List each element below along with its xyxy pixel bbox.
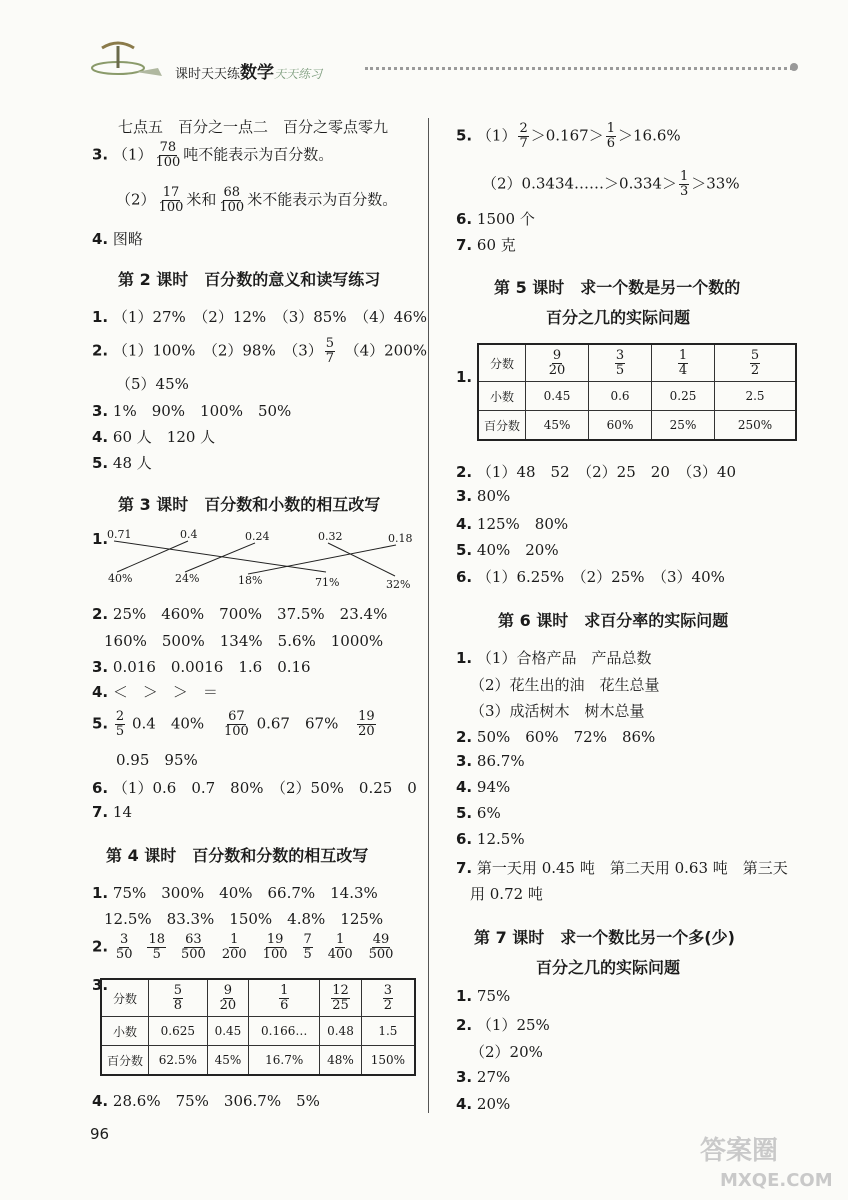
section-7-title-1: 第 7 课时 求一个数比另一个多(少) — [474, 928, 735, 947]
s5-table-cell: 2.5 — [715, 382, 796, 411]
r-q5b-numerator: 1 — [679, 169, 689, 184]
s7-q1 — [456, 987, 510, 1005]
s6-q5-text: 6% — [476, 804, 501, 822]
s5-q1-label: 1. — [456, 368, 473, 386]
s4-conversion-table — [100, 978, 416, 1076]
s6-q3-text: 86.7% — [476, 752, 525, 770]
s7-q3 — [456, 1068, 510, 1086]
r-q5a-fraction-1 — [518, 122, 528, 151]
s4-q2-fraction-6-denominator: 5 — [303, 947, 312, 962]
s7-q1-text: 75% — [476, 987, 511, 1005]
s6-q1-text-c: （3）成活树木 树木总量 — [470, 702, 645, 720]
s2-q3-label: 3. — [92, 402, 109, 420]
s3-q6-label: 6. — [92, 779, 109, 797]
match-top-3: 0.24 — [245, 530, 270, 543]
s3-q3-text: 0.016 0.0016 1.6 0.16 — [112, 658, 311, 676]
s4-table-fraction-4-denominator: 25 — [332, 997, 349, 1013]
s5-q3-label: 3. — [456, 487, 473, 505]
r-q5-label: 5. — [456, 126, 473, 145]
s5-table-cell — [526, 344, 589, 382]
s6-q5 — [456, 804, 501, 822]
s4-q2-fraction-8 — [368, 933, 395, 962]
section-7-title-2: 百分之几的实际问题 — [536, 958, 681, 977]
s4-table-cell — [249, 979, 320, 1017]
s5-table-cell — [715, 344, 796, 382]
s3-q3-label: 3. — [92, 658, 109, 676]
s7-q2-label: 2. — [456, 1016, 473, 1034]
s5-table-fraction-1-numerator: 9 — [552, 347, 562, 363]
s6-q7 — [456, 857, 788, 878]
s5-table-fraction-1-denominator: 20 — [548, 362, 566, 378]
s4-table-cell: 45% — [207, 1046, 249, 1076]
s5-table-fraction-4-numerator: 5 — [750, 347, 760, 363]
s3-q7-text: 14 — [112, 803, 133, 821]
s3-q2 — [92, 603, 387, 624]
s5-table-cell — [651, 344, 714, 382]
s2-q1 — [92, 306, 427, 327]
q4-label: 4. — [92, 230, 109, 248]
s5-q3-text: 80% — [476, 487, 511, 505]
s3-q2-label: 2. — [92, 605, 109, 623]
s5-table-row — [478, 344, 796, 382]
s4-table-cell — [320, 979, 362, 1017]
r-q7 — [456, 234, 516, 255]
s5-conversion-table — [477, 343, 797, 441]
q3a-numerator: 78 — [159, 140, 177, 155]
header-brand-prefix: 课时天天练 — [175, 67, 241, 82]
r-q5a-denominator-2: 6 — [606, 136, 615, 151]
match-top-2: 0.4 — [180, 528, 198, 541]
s2-q5 — [92, 452, 152, 473]
s3-matching-diagram — [100, 528, 420, 592]
s5-q3 — [456, 487, 510, 505]
header-dot — [790, 63, 798, 71]
s5-table-row-label: 百分数 — [478, 411, 526, 441]
s5-q2 — [456, 461, 736, 482]
match-bottom-2: 24% — [175, 572, 200, 585]
s5-table-fraction-2-numerator: 3 — [615, 347, 625, 363]
r-q5b — [482, 170, 740, 199]
match-bottom-3: 18% — [238, 574, 263, 587]
r-q5a-suffix: ＞16.6% — [617, 126, 681, 145]
s5-q4 — [456, 513, 568, 534]
s2-q2-label: 2. — [92, 341, 109, 360]
s4-q2-fraction-4-numerator: 1 — [230, 932, 239, 947]
s4-q2-fraction-8-denominator: 500 — [368, 947, 394, 962]
section-4-title: 第 4 课时 百分数和分数的相互改写 — [106, 846, 369, 865]
s4-q2-fraction-6-numerator: 7 — [303, 932, 312, 947]
s3-q5-label: 5. — [92, 714, 109, 733]
s7-q3-label: 3. — [456, 1068, 473, 1086]
s4-q2-fraction-3 — [180, 933, 207, 962]
section-5-title-1: 第 5 课时 求一个数是另一个数的 — [494, 278, 741, 297]
s5-table-fraction-4-denominator: 2 — [750, 362, 760, 378]
s5-table-cell — [589, 344, 652, 382]
s3-q5-fraction-3 — [357, 710, 376, 739]
s6-q7-label: 7. — [456, 859, 473, 877]
s4-q2-fraction-2-denominator: 5 — [152, 947, 161, 962]
header-logo-icon — [88, 38, 166, 82]
left-top-line: 七点五 百分之一点二 百分之零点零九 — [118, 118, 389, 136]
s3-q5-mid-2: 0.67 67% — [256, 714, 339, 733]
q3a-prefix: （1） — [112, 145, 153, 164]
q3-label: 3. — [92, 145, 109, 164]
s5-table-row-label: 小数 — [478, 382, 526, 411]
s4-q2-fraction-4-denominator: 200 — [221, 947, 247, 962]
s3-q5-cont: 0.95 95% — [116, 751, 198, 769]
s4-q2-fraction-1-numerator: 3 — [120, 932, 129, 947]
s4-table-fraction-1-numerator: 5 — [173, 982, 182, 998]
s5-table-cell: 0.25 — [651, 382, 714, 411]
column-divider — [428, 118, 429, 1113]
s4-q4-label: 4. — [92, 1092, 109, 1110]
s5-q5-text: 40% 20% — [476, 541, 559, 559]
s7-q4-text: 20% — [476, 1095, 511, 1113]
q3b-numerator-2: 68 — [223, 185, 241, 200]
s5-table-cell: 60% — [589, 411, 652, 441]
match-top-5: 0.18 — [388, 532, 413, 545]
s4-q1-label: 1. — [92, 884, 109, 902]
s2-q2-text-a: （1）100% （2）98% （3） — [112, 341, 323, 360]
s7-q4 — [456, 1095, 510, 1113]
s3-q5-denominator-1: 5 — [115, 724, 125, 739]
s3-q5-fraction-1 — [115, 710, 125, 739]
s2-q2-text-b: （4）200% — [337, 341, 427, 360]
s3-q5-fraction-2 — [223, 710, 250, 739]
s5-q6 — [456, 566, 725, 587]
r-q5a-numerator-1: 2 — [519, 121, 528, 136]
s6-q3-label: 3. — [456, 752, 473, 770]
s3-q5 — [92, 710, 378, 739]
s4-table-cell — [361, 979, 415, 1017]
section-6-title: 第 6 课时 求百分率的实际问题 — [498, 611, 729, 630]
s5-table-row — [478, 411, 796, 441]
s5-q5-label: 5. — [456, 541, 473, 559]
s2-q2-numerator: 5 — [325, 336, 335, 351]
match-line-2 — [117, 541, 188, 572]
s5-table-cell: 250% — [715, 411, 796, 441]
s4-table-row — [101, 1046, 415, 1076]
s3-q5-numerator-2: 67 — [228, 709, 245, 724]
s6-q4 — [456, 778, 510, 796]
r-q6-text: 1500 个 — [476, 210, 535, 228]
match-bottom-4: 71% — [315, 576, 340, 589]
s4-q2-label: 2. — [92, 937, 109, 956]
s5-table-cell: 0.6 — [589, 382, 652, 411]
s5-table-fraction-2-denominator: 5 — [615, 362, 625, 378]
s4-q2-fraction-4 — [221, 933, 248, 962]
s2-q2-fraction — [325, 337, 335, 366]
r-q5b-fraction — [679, 170, 689, 199]
s5-table-fraction-3-numerator: 1 — [678, 347, 688, 363]
s3-q1-label: 1. — [92, 530, 109, 548]
s4-table-row — [101, 1017, 415, 1046]
s4-table-cell: 0.48 — [320, 1017, 362, 1046]
s4-q2-fraction-2 — [147, 933, 166, 962]
s4-q2-fractions — [113, 932, 407, 962]
s7-q1-label: 1. — [456, 987, 473, 1005]
s4-q2-fraction-7-denominator: 400 — [327, 947, 353, 962]
s4-q4 — [92, 1090, 320, 1111]
q3b-prefix: （2） — [116, 190, 156, 209]
s6-q4-text: 94% — [476, 778, 511, 796]
q3b-denominator-1: 100 — [158, 200, 184, 215]
s7-q2-text-a: （1）25% — [476, 1016, 550, 1034]
s6-q5-label: 5. — [456, 804, 473, 822]
s5-table-cell: 0.45 — [526, 382, 589, 411]
s5-table-row-label: 分数 — [478, 344, 526, 382]
q3b-suffix: 米不能表示为百分数。 — [247, 190, 398, 209]
s5-q2-label: 2. — [456, 463, 473, 481]
q3b-numerator-1: 17 — [162, 185, 180, 200]
s2-q4-text: 60 人 120 人 — [112, 428, 216, 446]
r-q5a-middle: ＞0.167＞ — [530, 126, 604, 145]
s6-q1-label: 1. — [456, 649, 473, 667]
s4-q3-label: 3. — [92, 976, 109, 994]
s5-table-fraction-3 — [678, 349, 688, 378]
s5-q4-text: 125% 80% — [476, 515, 569, 533]
s7-q3-text: 27% — [476, 1068, 511, 1086]
s3-q6-text: （1）0.6 0.7 80% （2）50% 0.25 0 — [112, 779, 417, 797]
s4-table-cell — [207, 979, 249, 1017]
s4-table-cell: 0.625 — [149, 1017, 208, 1046]
s2-q2-cont: （5）45% — [116, 375, 189, 393]
s5-table-fraction-3-denominator: 4 — [678, 362, 688, 378]
match-top-4: 0.32 — [318, 530, 343, 543]
s4-q2-fraction-5-denominator: 100 — [262, 947, 288, 962]
r-q5b-suffix: ＞33% — [691, 174, 740, 193]
s5-q1 — [456, 368, 472, 386]
s6-q7-text-a: 第一天用 0.45 吨 第二天用 0.63 吨 第三天 — [476, 859, 788, 877]
s4-table-cell: 16.7% — [249, 1046, 320, 1076]
s4-table-fraction-3-denominator: 6 — [280, 997, 289, 1013]
s6-q6 — [456, 830, 525, 848]
s5-q5 — [456, 539, 559, 560]
s6-q2 — [456, 726, 655, 747]
r-q5a-denominator-1: 7 — [519, 136, 528, 151]
s4-table-fraction-2-denominator: 20 — [219, 997, 237, 1013]
section-2-title: 第 2 课时 百分数的意义和读写练习 — [118, 270, 381, 289]
s4-q1 — [92, 882, 378, 903]
s2-q4-label: 4. — [92, 428, 109, 446]
s3-q5-numerator-3: 19 — [358, 709, 375, 724]
s4-q2-fraction-1 — [115, 933, 134, 962]
s4-table-row-label: 小数 — [101, 1017, 149, 1046]
s3-q7 — [92, 803, 132, 821]
s6-q1-text-a: （1）合格产品 产品总数 — [476, 649, 652, 667]
s3-q4-label: 4. — [92, 683, 109, 701]
s3-q5-denominator-3: 20 — [358, 724, 375, 739]
q3b-fraction-1 — [158, 186, 185, 215]
watermark-logo: 答案圈 — [700, 1136, 779, 1166]
q3a-denominator: 100 — [155, 155, 181, 170]
s4-table-fraction-1 — [173, 984, 183, 1013]
s3-q4-text: ＜ ＞ ＞ ＝ — [112, 683, 218, 701]
s5-q4-label: 4. — [456, 515, 473, 533]
s2-q4 — [92, 426, 215, 447]
s4-q1-text-a: 75% 300% 40% 66.7% 14.3% — [112, 884, 378, 902]
s6-q2-text: 50% 60% 72% 86% — [476, 728, 656, 746]
s5-table-cell: 45% — [526, 411, 589, 441]
s4-table-cell — [149, 979, 208, 1017]
s4-table-fraction-3 — [279, 984, 289, 1013]
match-bottom-5: 32% — [386, 578, 411, 591]
s4-q4-text: 28.6% 75% 306.7% 5% — [112, 1092, 320, 1110]
s2-q1-label: 1. — [92, 308, 109, 326]
match-line-3 — [185, 543, 255, 572]
s6-q4-label: 4. — [456, 778, 473, 796]
match-line-1 — [114, 541, 326, 572]
s4-table-fraction-5 — [383, 984, 393, 1013]
s4-table-cell: 150% — [361, 1046, 415, 1076]
s7-q2 — [456, 1014, 550, 1035]
q3b-denominator-2: 100 — [219, 200, 245, 215]
s5-table-fraction-2 — [615, 349, 625, 378]
s3-q5-denominator-2: 100 — [223, 724, 249, 739]
s4-q2-fraction-6 — [303, 933, 313, 962]
s4-q2-fraction-5-numerator: 19 — [266, 932, 284, 947]
s5-table-fraction-1 — [548, 349, 567, 378]
header-brand-subject: 数学 — [240, 63, 275, 83]
s5-q6-text: （1）6.25% （2）25% （3）40% — [476, 568, 725, 586]
r-q5a — [456, 122, 681, 151]
s4-table-row-label: 分数 — [101, 979, 149, 1017]
s4-table-cell: 0.166… — [249, 1017, 320, 1046]
page-number: 96 — [90, 1125, 110, 1143]
r-q5a-fraction-2 — [606, 122, 616, 151]
s4-table-fraction-4 — [331, 984, 350, 1013]
header-dotted-rule — [365, 67, 793, 70]
s2-q1-text: （1）27% （2）12% （3）85% （4）46% — [112, 308, 427, 326]
s4-table-fraction-1-denominator: 8 — [173, 997, 182, 1013]
s3-q3 — [92, 656, 311, 677]
q3-answer — [92, 141, 333, 170]
s4-q2-fraction-2-numerator: 18 — [148, 932, 166, 947]
s6-q6-label: 6. — [456, 830, 473, 848]
s2-q3-text: 1% 90% 100% 50% — [112, 402, 292, 420]
s4-q2-fraction-7-numerator: 1 — [336, 932, 345, 947]
s4-q2-fraction-7 — [327, 933, 354, 962]
q3a-fraction — [154, 141, 181, 170]
r-q5a-prefix: （1） — [476, 126, 517, 145]
s4-table-cell: 1.5 — [361, 1017, 415, 1046]
s3-q7-label: 7. — [92, 803, 109, 821]
s7-q4-label: 4. — [456, 1095, 473, 1113]
s4-table-cell: 48% — [320, 1046, 362, 1076]
s2-q2 — [92, 337, 427, 366]
s3-q5-mid-1: 0.4 40% — [131, 714, 205, 733]
s4-q2 — [92, 933, 406, 962]
r-q6 — [456, 208, 535, 229]
s4-table-fraction-5-denominator: 2 — [383, 997, 393, 1013]
r-q6-label: 6. — [456, 210, 473, 228]
s5-table-fraction-4 — [750, 349, 760, 378]
match-bottom-1: 40% — [108, 572, 133, 585]
s6-q1-text-b: （2）花生出的油 花生总量 — [470, 676, 660, 694]
s4-q2-fraction-5 — [262, 933, 289, 962]
s5-q2-text: （1）48 52 （2）25 20 （3）40 — [476, 463, 736, 481]
q4-text: 图略 — [112, 230, 143, 248]
s2-q3 — [92, 400, 291, 421]
s4-table-cell: 0.45 — [207, 1017, 249, 1046]
s4-q1-cont: 12.5% 83.3% 150% 4.8% 125% — [104, 910, 384, 928]
s2-q2-denominator: 7 — [325, 351, 335, 366]
s4-table-fraction-3-numerator: 1 — [280, 982, 289, 998]
s4-table-fraction-2-numerator: 9 — [223, 982, 233, 998]
s4-table-row — [101, 979, 415, 1017]
s2-q5-text: 48 人 — [112, 454, 152, 472]
s6-q3 — [456, 752, 525, 770]
s3-q6 — [92, 777, 417, 798]
s4-table-row-label: 百分数 — [101, 1046, 149, 1076]
s4-q2-fraction-8-numerator: 49 — [372, 932, 390, 947]
s6-q7-text-b: 用 0.72 吨 — [470, 885, 543, 903]
s3-q5-numerator-1: 2 — [115, 709, 125, 724]
q3b-middle: 米和 — [186, 190, 217, 209]
s4-table-fraction-4-numerator: 12 — [332, 982, 349, 998]
section-5-title-2: 百分之几的实际问题 — [546, 308, 691, 327]
s2-q5-label: 5. — [92, 454, 109, 472]
r-q5a-numerator-2: 1 — [606, 121, 615, 136]
match-line-5 — [248, 545, 396, 574]
r-q7-text: 60 克 — [476, 236, 516, 254]
s3-q4 — [92, 681, 218, 702]
match-top-1: 0.71 — [107, 528, 132, 541]
r-q5b-denominator: 3 — [679, 184, 689, 199]
q3b-answer — [116, 186, 397, 215]
r-q5b-prefix: （2）0.3434……＞0.334＞ — [482, 174, 677, 193]
q3b-fraction-2 — [218, 186, 245, 215]
q3a-suffix: 吨不能表示为百分数。 — [183, 145, 334, 164]
s4-q2-fraction-1-denominator: 50 — [115, 947, 133, 962]
match-line-4 — [328, 543, 395, 576]
s5-table-row — [478, 382, 796, 411]
section-3-title: 第 3 课时 百分数和小数的相互改写 — [118, 495, 381, 514]
s4-table-fraction-2 — [219, 984, 238, 1013]
q4-answer — [92, 228, 143, 249]
header-brand-deco: 天天练习 — [274, 67, 323, 81]
s6-q6-text: 12.5% — [476, 830, 525, 848]
s7-q2-text-b: （2）20% — [470, 1043, 543, 1061]
s4-table-cell: 62.5% — [149, 1046, 208, 1076]
s4-table-fraction-5-numerator: 3 — [383, 982, 393, 998]
s4-q2-fraction-3-denominator: 500 — [181, 947, 206, 962]
s5-table-cell: 25% — [651, 411, 714, 441]
s5-q6-label: 6. — [456, 568, 473, 586]
s3-q2-cont: 160% 500% 134% 5.6% 1000% — [104, 632, 384, 650]
watermark-url: MXQE.COM — [720, 1170, 833, 1191]
r-q7-label: 7. — [456, 236, 473, 254]
s3-q2-text-a: 25% 460% 700% 37.5% 23.4% — [112, 605, 388, 623]
s6-q1 — [456, 647, 651, 668]
s4-q2-fraction-3-numerator: 63 — [185, 932, 202, 947]
s6-q2-label: 2. — [456, 728, 473, 746]
header-brand — [175, 58, 322, 83]
